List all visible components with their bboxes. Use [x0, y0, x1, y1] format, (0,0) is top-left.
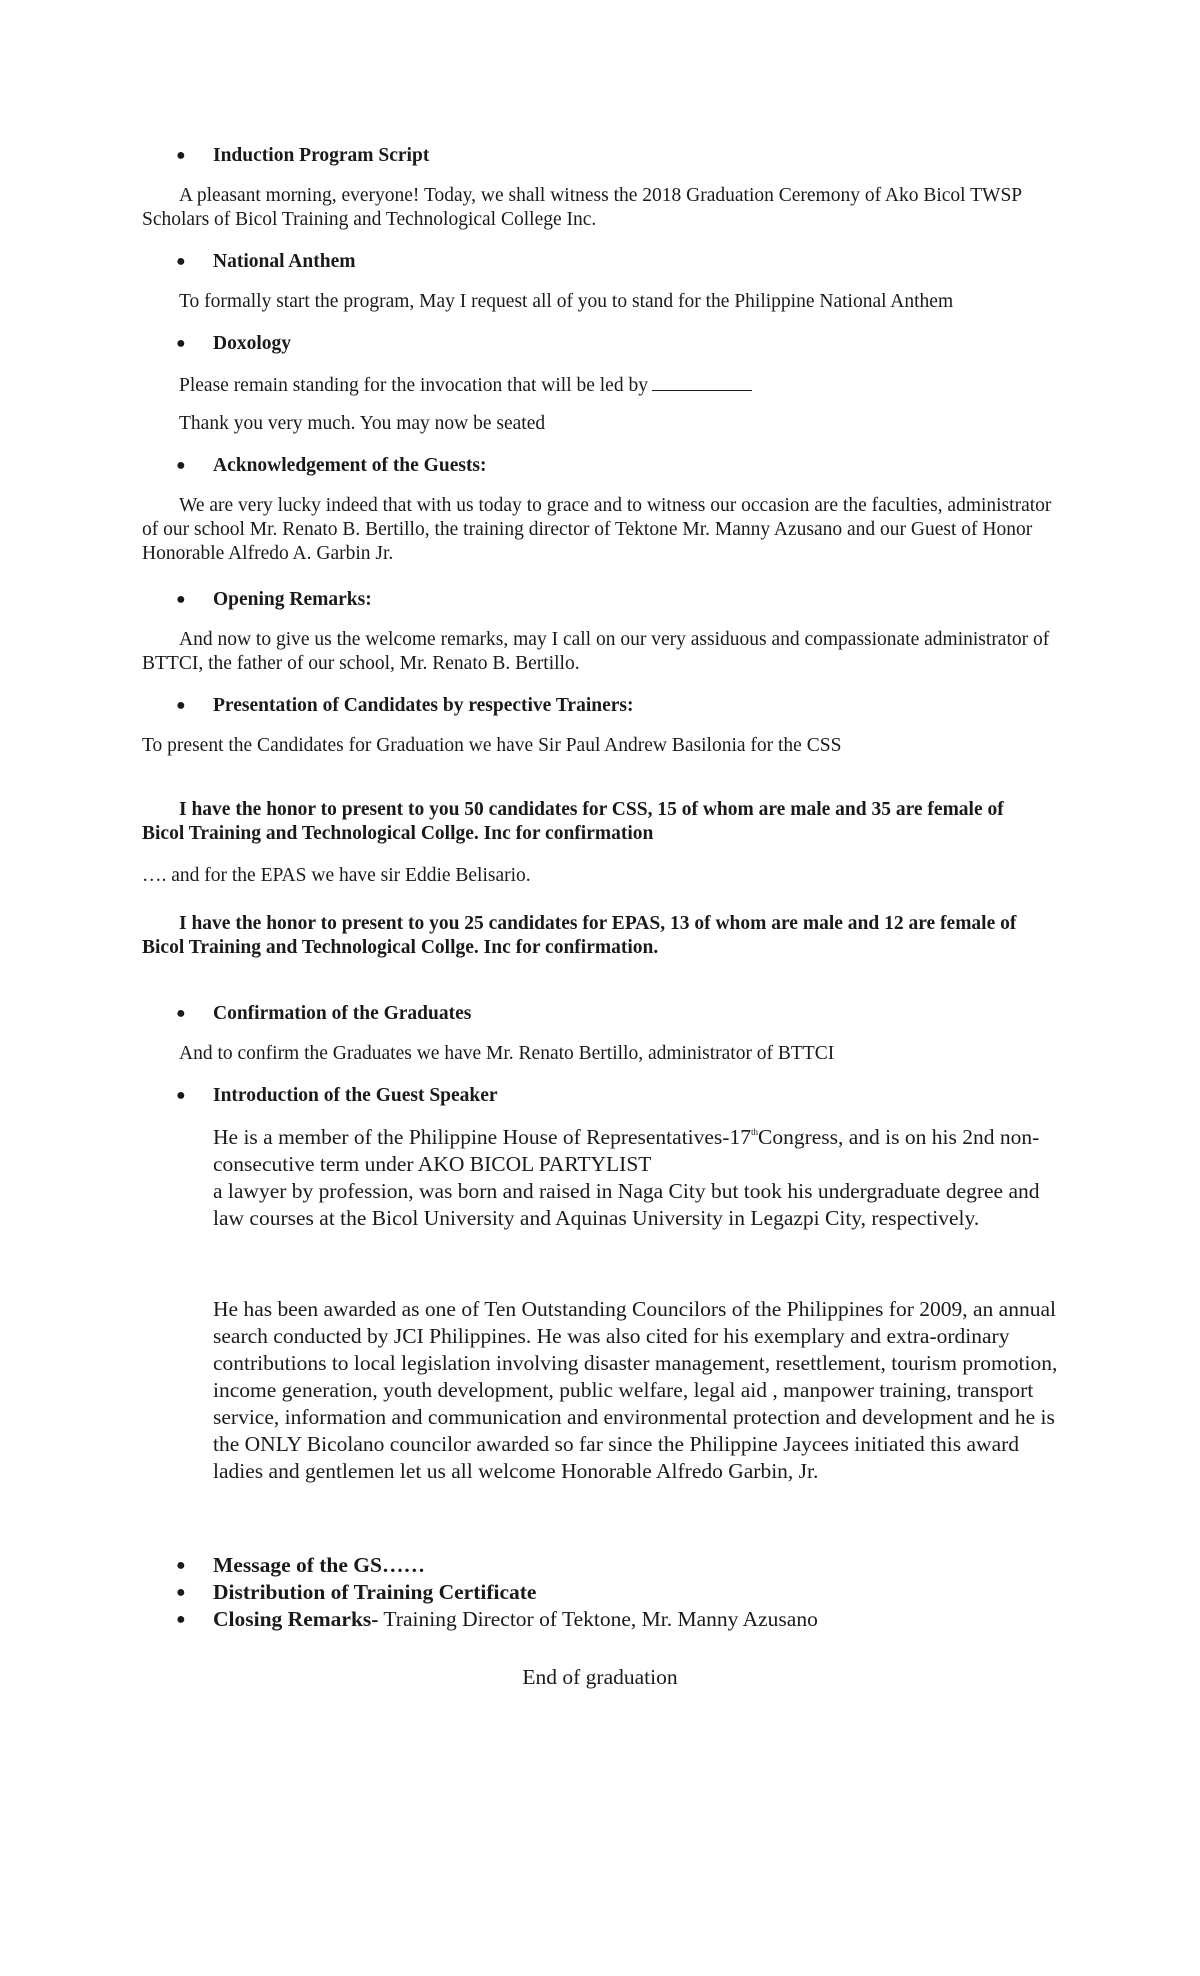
ordinal-suffix: th [750, 1127, 758, 1137]
paragraph-presentation: To present the Candidates for Graduation we have Sir Paul Andrew Basilonia for the CSS [142, 735, 842, 756]
heading-confirmation: Confirmation of the Graduates [213, 1003, 472, 1024]
bullet-icon: ● [176, 147, 186, 164]
end-of-graduation: End of graduation [522, 1665, 678, 1689]
doxology-text: Please remain standing for the invocation that will be led by [179, 375, 648, 396]
guest-speaker-paragraph-1 [213, 1124, 1058, 1232]
guest-speaker-p1b: Congress, and is on his 2nd non-consecutive term under AKO BICOL PARTYLIST [213, 1125, 1040, 1176]
paragraph-guests: We are very lucky indeed that with us today to grace and to witness our occasion are the faculties, administrator of our school Mr. Renato B. Bertillo, the training director of Tektone Mr. Manny Azusano and our Guest of Honor Honorable Alfredo A. Garbin Jr. [142, 495, 1052, 564]
bullet-icon: ● [176, 1584, 186, 1601]
guest-speaker-paragraph-2: He has been awarded as one of Ten Outstanding Councilors of the Philippines for 2009, an annual search conducted by JCI Philippines. He was also cited for his exemplary and extra-ordinary contributions to local legislation involving disaster management, resettlement, tourism promotion, income generation, youth development, public welfare, legal aid , manpower training, transport service, information and communication and environmental protection and development and he is the ONLY Bicolano councilor awarded so far since the Philippine Jaycees initiated this award ladies and gentlemen let us all welcome Honorable Alfredo Garbin, Jr. [213, 1297, 1058, 1483]
paragraph-doxology-2: Thank you very much. You may now be seated [179, 413, 546, 434]
bullet-icon: ● [176, 697, 186, 714]
closing-remarks-heading: Closing Remarks- [213, 1607, 379, 1631]
paragraph-anthem: To formally start the program, May I request all of you to stand for the Philippine National Anthem [179, 291, 954, 312]
epas-intro: …. and for the EPAS we have sir Eddie Belisario. [142, 865, 531, 886]
epas-statement: I have the honor to present to you 25 candidates for EPAS, 13 of whom are male and 12 are female of Bicol Training and Technological Collge. Inc for confirmation. [142, 913, 1017, 958]
bullet-icon: ● [176, 335, 186, 352]
closing-remarks-text: Training Director of Tektone, Mr. Manny Azusano [378, 1607, 818, 1631]
bullet-icon: ● [176, 591, 186, 608]
paragraph-confirmation: And to confirm the Graduates we have Mr. Renato Bertillo, administrator of BTTCI [179, 1043, 835, 1064]
closing-remarks [213, 1606, 818, 1633]
bullet-icon: ● [176, 1005, 186, 1022]
paragraph-induction: A pleasant morning, everyone! Today, we shall witness the 2018 Graduation Ceremony of Ako Bicol TWSP Scholars of Bicol Training and Technological College Inc. [142, 185, 1022, 230]
guest-speaker-p1a: He is a member of the Philippine House of Representatives-17 [213, 1125, 751, 1149]
heading-doxology: Doxology [213, 333, 291, 354]
bullet-icon: ● [176, 457, 186, 474]
heading-guests: Acknowledgement of the Guests: [213, 455, 487, 476]
css-statement: I have the honor to present to you 50 candidates for CSS, 15 of whom are male and 35 are female of Bicol Training and Technological Collge. Inc for confirmation [142, 799, 1004, 844]
paragraph-doxology [179, 372, 752, 398]
heading-opening: Opening Remarks: [213, 589, 372, 610]
heading-anthem: National Anthem [213, 251, 356, 272]
message-of-gs: Message of the GS…… [213, 1553, 425, 1577]
bullet-icon: ● [176, 253, 186, 270]
distribution-certificate: Distribution of Training Certificate [213, 1580, 537, 1604]
blank-line [652, 372, 752, 391]
heading-presentation: Presentation of Candidates by respective Trainers: [213, 695, 634, 716]
guest-speaker-p1c: a lawyer by profession, was born and raised in Naga City but took his undergraduate degree and law courses at the Bicol University and Aquinas University in Legazpi City, respectively. [213, 1179, 1040, 1230]
heading-induction: Induction Program Script [213, 145, 430, 166]
bullet-icon: ● [176, 1557, 186, 1574]
paragraph-opening: And now to give us the welcome remarks, may I call on our very assiduous and compassionate administrator of BTTCI, the father of our school, Mr. Renato B. Bertillo. [142, 629, 1050, 674]
bullet-icon: ● [176, 1611, 186, 1628]
heading-guest-speaker: Introduction of the Guest Speaker [213, 1085, 498, 1106]
bullet-icon: ● [176, 1087, 186, 1104]
